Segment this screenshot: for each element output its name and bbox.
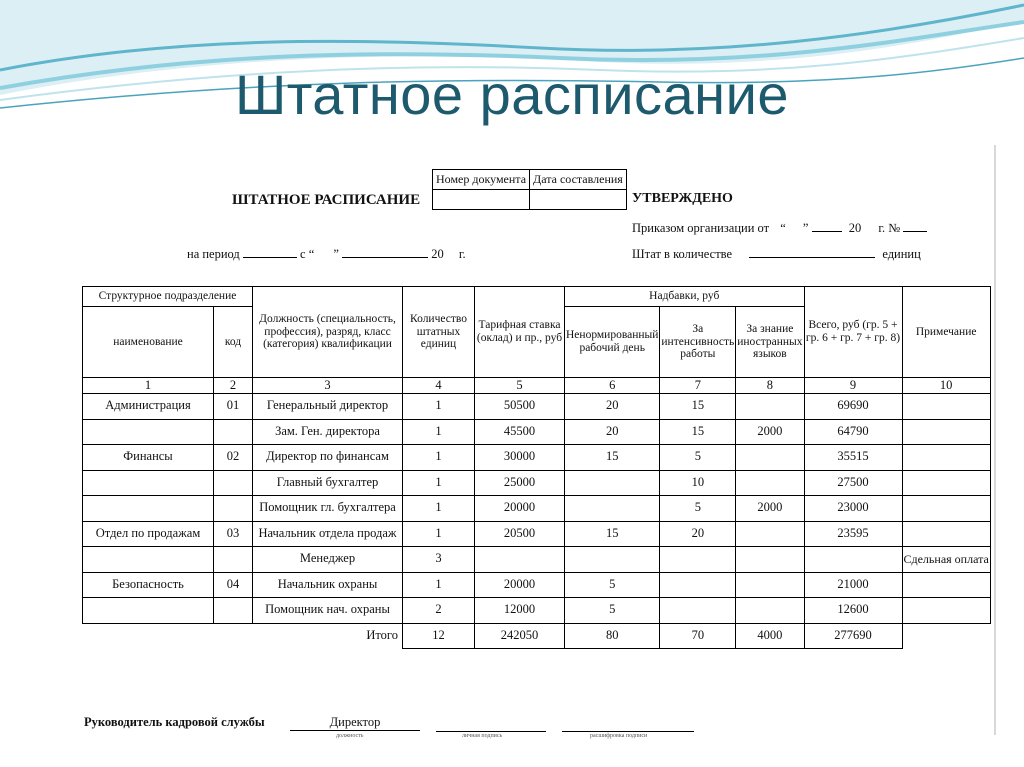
- cell-count: 1: [403, 496, 475, 522]
- cell-count: 2: [403, 598, 475, 624]
- cell-total: 23000: [804, 496, 902, 522]
- cell-intensity: 5: [660, 445, 736, 471]
- cell-code: 03: [214, 521, 253, 547]
- order-number-blank: [903, 219, 927, 232]
- cell-note: [902, 496, 990, 522]
- cell-irregular: [565, 470, 660, 496]
- cell-count: 1: [403, 470, 475, 496]
- cell-rate: 12000: [475, 598, 565, 624]
- column-number: 6: [565, 378, 660, 394]
- table-row: [83, 445, 991, 471]
- table-row: [83, 394, 991, 420]
- column-number: 2: [214, 378, 253, 394]
- cell-languages: [736, 394, 804, 420]
- header-allowances: Надбавки, руб: [565, 287, 805, 307]
- cell-irregular: 5: [565, 598, 660, 624]
- order-date-blank: [812, 219, 842, 232]
- doc-date-value: [530, 190, 627, 210]
- document-number-table: [432, 169, 627, 210]
- cell-position: Зам. Ген. директора: [253, 419, 403, 445]
- column-number: 8: [736, 378, 804, 394]
- header-languages: За знание иностранных языков: [736, 307, 804, 378]
- cell-total: 35515: [804, 445, 902, 471]
- header-rate: Тарифная ставка (оклад) и пр., руб: [475, 287, 565, 378]
- cell-note: [902, 521, 990, 547]
- totals-total: 277690: [804, 623, 902, 648]
- header-note: Примечание: [902, 287, 990, 378]
- cell-intensity: 10: [660, 470, 736, 496]
- period-quote-close: ”: [333, 247, 339, 261]
- cell-languages: [736, 470, 804, 496]
- column-number: 4: [403, 378, 475, 394]
- cell-total: 23595: [804, 521, 902, 547]
- doc-number-value: [433, 190, 530, 210]
- column-number: 5: [475, 378, 565, 394]
- cell-code: [214, 419, 253, 445]
- cell-languages: [736, 598, 804, 624]
- cell-total: 27500: [804, 470, 902, 496]
- period-end-blank: [342, 245, 428, 258]
- cell-rate: 20000: [475, 572, 565, 598]
- order-line: [632, 219, 927, 236]
- cell-rate: 25000: [475, 470, 565, 496]
- cell-count: 1: [403, 394, 475, 420]
- cell-code: [214, 598, 253, 624]
- cell-count: 3: [403, 547, 475, 573]
- totals-spacer: [214, 623, 253, 648]
- table-row: [83, 470, 991, 496]
- order-text: Приказом организации от: [632, 221, 770, 235]
- period-text: на период: [187, 247, 240, 261]
- cell-irregular: 20: [565, 394, 660, 420]
- totals-intensity: 70: [660, 623, 736, 648]
- cell-intensity: [660, 598, 736, 624]
- column-number: 10: [902, 378, 990, 394]
- cell-note: [902, 598, 990, 624]
- cell-count: 1: [403, 419, 475, 445]
- footer-position: Директор: [290, 715, 420, 731]
- cell-code: [214, 470, 253, 496]
- cell-note: [902, 394, 990, 420]
- cell-count: 1: [403, 572, 475, 598]
- staffing-table: [82, 286, 991, 649]
- header-count: Количество штатных единиц: [403, 287, 475, 378]
- cell-rate: 30000: [475, 445, 565, 471]
- cell-rate: 20500: [475, 521, 565, 547]
- staff-line: [632, 245, 921, 262]
- cell-position: Начальник отдела продаж: [253, 521, 403, 547]
- cell-rate: [475, 547, 565, 573]
- cell-note: [902, 470, 990, 496]
- order-quote-close: ”: [802, 221, 809, 235]
- document-title: ШТАТНОЕ РАСПИСАНИЕ: [232, 192, 421, 208]
- cell-intensity: 15: [660, 419, 736, 445]
- column-number: 7: [660, 378, 736, 394]
- cell-languages: [736, 521, 804, 547]
- cell-total: 69690: [804, 394, 902, 420]
- cell-total: 21000: [804, 572, 902, 598]
- footer-label: Руководитель кадровой службы: [84, 715, 265, 729]
- cell-code: 01: [214, 394, 253, 420]
- column-number: 3: [253, 378, 403, 394]
- header-total: Всего, руб (гр. 5 + гр. 6 + гр. 7 + гр. 8): [804, 287, 902, 378]
- cell-count: 1: [403, 445, 475, 471]
- cell-irregular: 20: [565, 419, 660, 445]
- cell-intensity: [660, 547, 736, 573]
- cell-total: 12600: [804, 598, 902, 624]
- period-from: с “: [300, 247, 315, 261]
- cell-irregular: 15: [565, 445, 660, 471]
- table-row: [83, 496, 991, 522]
- totals-irregular: 80: [565, 623, 660, 648]
- cell-code: 04: [214, 572, 253, 598]
- cell-rate: 20000: [475, 496, 565, 522]
- totals-label: Итого: [366, 627, 398, 642]
- cell-division: [83, 470, 214, 496]
- slide-title: Штатное расписание: [234, 63, 790, 126]
- period-start-blank: [243, 245, 297, 258]
- totals-spacer: [83, 623, 214, 648]
- doc-date-header: Дата составления: [530, 170, 627, 190]
- order-year-suffix: г. №: [878, 221, 901, 235]
- header-intensity: За интенсивность работы: [660, 307, 736, 378]
- cell-note: [902, 445, 990, 471]
- caption-signature: личная подпись: [462, 733, 503, 739]
- signature-decoding-line: [562, 731, 694, 732]
- cell-division: Безопасность: [83, 572, 214, 598]
- table-row: [83, 547, 991, 573]
- table-row: [83, 572, 991, 598]
- cell-position: Менеджер: [253, 547, 403, 573]
- cell-division: [83, 419, 214, 445]
- column-number-row: [83, 378, 991, 394]
- header-division-name: наименование: [83, 307, 214, 378]
- cell-irregular: 15: [565, 521, 660, 547]
- table-row: [83, 521, 991, 547]
- cell-total: [804, 547, 902, 573]
- period-year: 20: [431, 247, 444, 261]
- cell-position: Директор по финансам: [253, 445, 403, 471]
- cell-division: Администрация: [83, 394, 214, 420]
- cell-division: Финансы: [83, 445, 214, 471]
- cell-code: [214, 547, 253, 573]
- cell-position: Помощник гл. бухгалтера: [253, 496, 403, 522]
- cell-position: Начальник охраны: [253, 572, 403, 598]
- cell-position: Главный бухгалтер: [253, 470, 403, 496]
- cell-total: 64790: [804, 419, 902, 445]
- cell-rate: 45500: [475, 419, 565, 445]
- staffing-document: [22, 145, 996, 739]
- period-line: [187, 245, 466, 262]
- caption-decoding: расшифровка подписи: [590, 733, 648, 739]
- cell-count: 1: [403, 521, 475, 547]
- column-number: 1: [83, 378, 214, 394]
- header-division-code: код: [214, 307, 253, 378]
- cell-languages: 2000: [736, 496, 804, 522]
- cell-division: [83, 598, 214, 624]
- cell-code: 02: [214, 445, 253, 471]
- header-irregular-day: Ненормированный рабочий день: [565, 307, 660, 378]
- cell-note: Сдельная оплата: [902, 547, 990, 573]
- approved-label: УТВЕРЖДЕНО: [632, 191, 733, 206]
- staff-units: единиц: [882, 247, 921, 261]
- cell-irregular: [565, 547, 660, 573]
- totals-spacer: [902, 623, 990, 648]
- period-year-suffix: г.: [458, 247, 466, 261]
- cell-languages: 2000: [736, 419, 804, 445]
- caption-position: должность: [336, 733, 364, 739]
- cell-code: [214, 496, 253, 522]
- cell-note: [902, 419, 990, 445]
- cell-intensity: [660, 572, 736, 598]
- totals-row: [83, 623, 991, 648]
- cell-position: Генеральный директор: [253, 394, 403, 420]
- staff-text: Штат в количестве: [632, 247, 733, 261]
- cell-intensity: 15: [660, 394, 736, 420]
- table-row: [83, 419, 991, 445]
- column-number: 9: [804, 378, 902, 394]
- header-position: Должность (специальность, профессия), разряд, класс (категория) квалификации: [253, 287, 403, 378]
- cell-division: Отдел по продажам: [83, 521, 214, 547]
- cell-languages: [736, 445, 804, 471]
- cell-irregular: 5: [565, 572, 660, 598]
- cell-languages: [736, 572, 804, 598]
- order-year: 20: [848, 221, 862, 235]
- doc-number-header: Номер документа: [433, 170, 530, 190]
- totals-count: 12: [403, 623, 475, 648]
- cell-division: [83, 496, 214, 522]
- cell-irregular: [565, 496, 660, 522]
- cell-division: [83, 547, 214, 573]
- signature-line: [436, 731, 546, 732]
- cell-intensity: 5: [660, 496, 736, 522]
- totals-rate: 242050: [475, 623, 565, 648]
- staff-count-blank: [749, 245, 875, 258]
- order-quote-open: “: [780, 221, 786, 235]
- cell-languages: [736, 547, 804, 573]
- cell-rate: 50500: [475, 394, 565, 420]
- header-division: Структурное подразделение: [83, 287, 253, 307]
- cell-intensity: 20: [660, 521, 736, 547]
- table-row: [83, 598, 991, 624]
- cell-note: [902, 572, 990, 598]
- cell-position: Помощник нач. охраны: [253, 598, 403, 624]
- totals-languages: 4000: [736, 623, 804, 648]
